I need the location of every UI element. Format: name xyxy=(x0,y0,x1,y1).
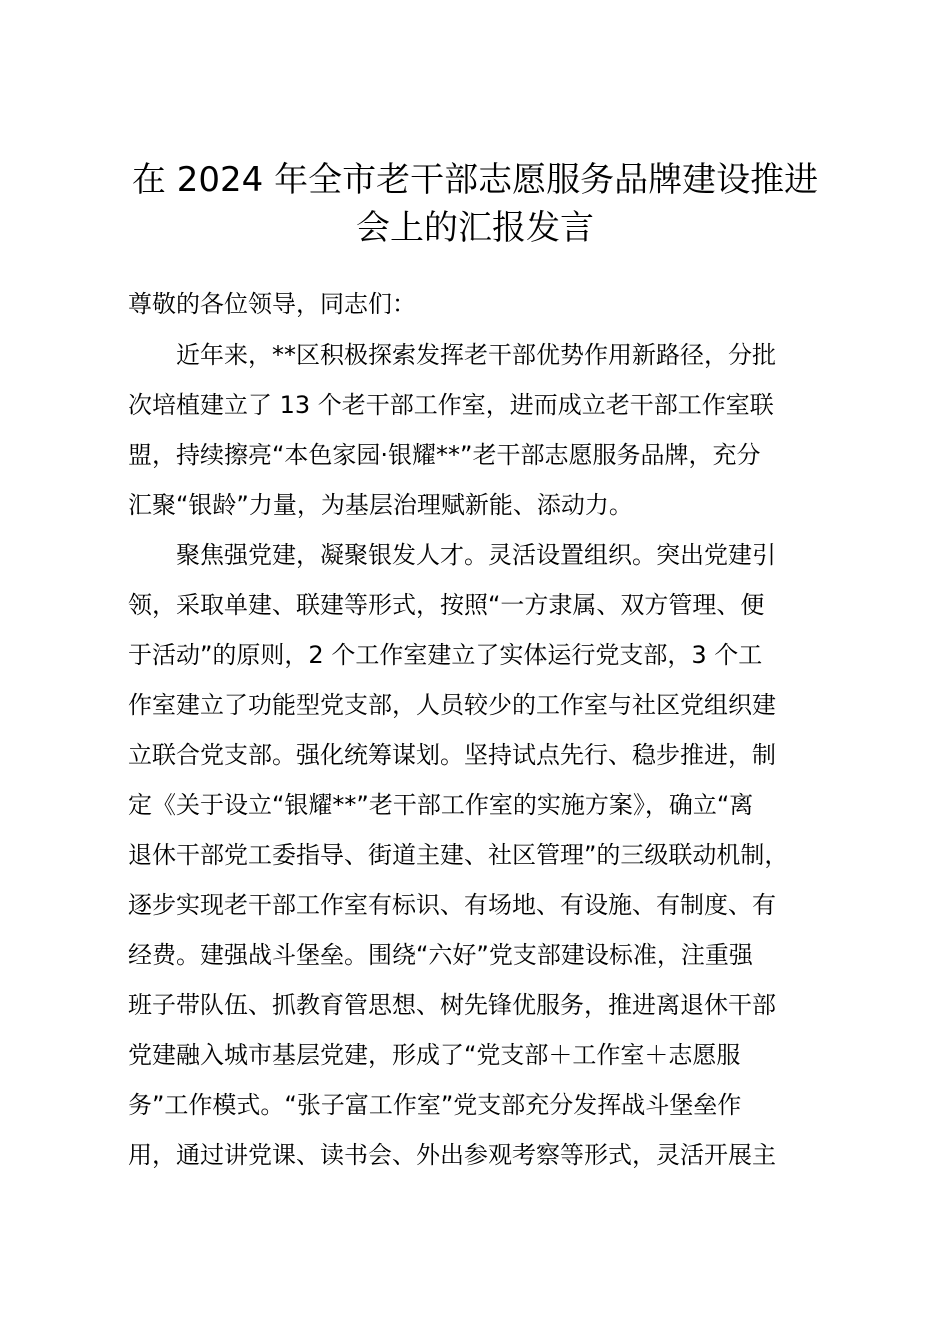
paragraph-line: 聚焦强党建，凝聚银发人才。灵活设置组织。突出党建引 xyxy=(176,541,776,569)
paragraph-line: 于活动”的原则，2 个工作室建立了实体运行党支部，3 个工 xyxy=(128,641,763,669)
paragraph-line: 定《关于设立“银耀**”老干部工作室的实施方案》，确立“离 xyxy=(128,791,754,819)
paragraph-line: 退休干部党工委指导、街道主建、社区管理”的三级联动机制， xyxy=(128,841,789,869)
paragraph-line: 党建融入城市基层党建，形成了“党支部＋工作室＋志愿服 xyxy=(128,1041,741,1069)
paragraph-party-building xyxy=(128,530,858,1180)
title-line: 在 2024 年全市老干部志愿服务品牌建设推进 xyxy=(131,160,819,200)
paragraph-line: 领，采取单建、联建等形式，按照“一方隶属、双方管理、便 xyxy=(128,591,765,619)
salutation: 尊敬的各位领导，同志们： xyxy=(128,290,416,318)
paragraph-line: 立联合党支部。强化统筹谋划。坚持试点先行、稳步推进，制 xyxy=(128,741,776,769)
paragraph-line: 逐步实现老干部工作室有标识、有场地、有设施、有制度、有 xyxy=(128,891,776,919)
paragraph-line: 盟，持续擦亮“本色家园·银耀**”老干部志愿服务品牌，充分 xyxy=(128,441,761,469)
paragraph-line: 近年来，**区积极探索发挥老干部优势作用新路径，分批 xyxy=(176,341,776,369)
paragraph-line: 汇聚“银龄”力量，为基层治理赋新能、添动力。 xyxy=(128,491,633,519)
document-title xyxy=(100,156,850,252)
paragraph-line: 作室建立了功能型党支部，人员较少的工作室与社区党组织建 xyxy=(128,691,776,719)
title-line: 会上的汇报发言 xyxy=(356,208,594,248)
paragraph-intro xyxy=(128,330,858,530)
paragraph-line: 务”工作模式。“张子富工作室”党支部充分发挥战斗堡垒作 xyxy=(128,1091,742,1119)
paragraph-line: 班子带队伍、抓教育管思想、树先锋优服务，推进离退休干部 xyxy=(128,991,776,1019)
paragraph-line: 次培植建立了 13 个老干部工作室，进而成立老干部工作室联 xyxy=(128,391,774,419)
paragraph-line: 用，通过讲党课、读书会、外出参观考察等形式，灵活开展主 xyxy=(128,1141,776,1169)
paragraph-line: 经费。建强战斗堡垒。围绕“六好”党支部建设标准，注重强 xyxy=(128,941,753,969)
